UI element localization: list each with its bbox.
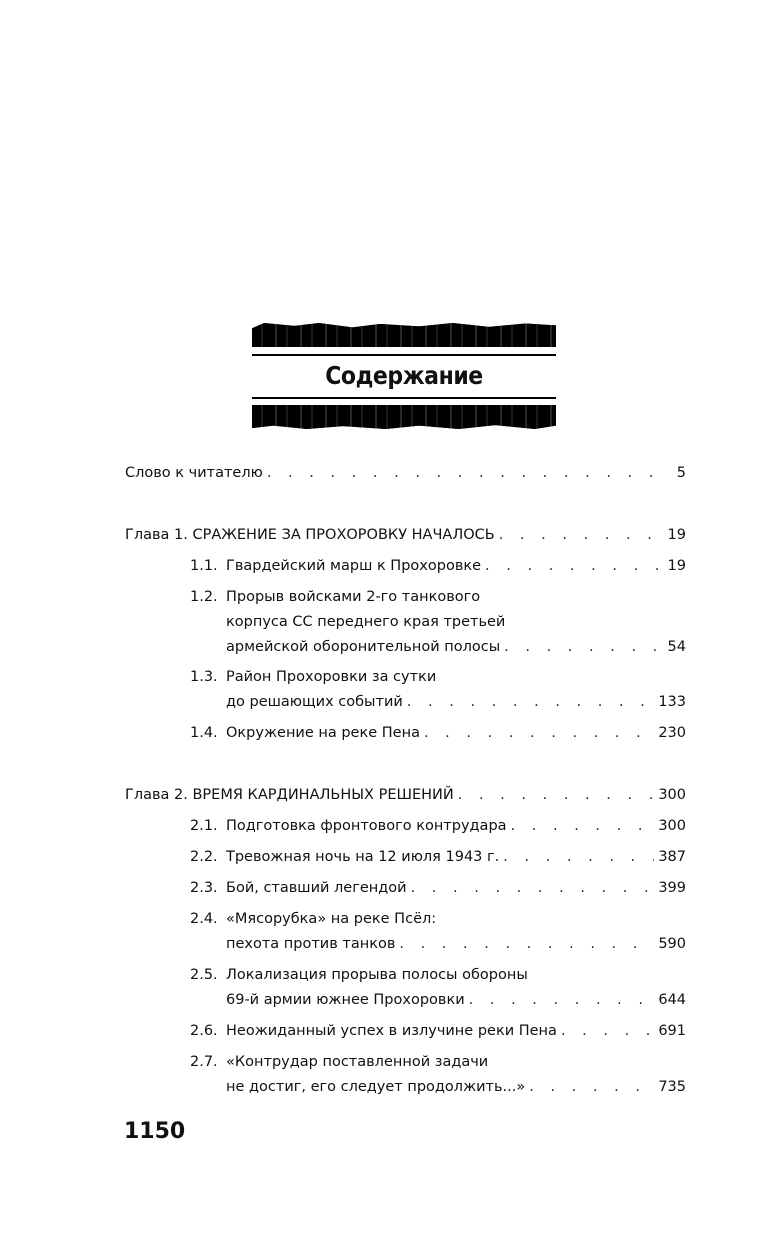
section-number: 2.5. (190, 967, 218, 983)
dot-leader (499, 523, 658, 548)
section-number: 1.3. (190, 669, 218, 685)
section-title-cont: корпуса СС переднего края третьей (226, 614, 506, 630)
dot-leader (411, 876, 655, 901)
dot-leader (469, 988, 655, 1013)
entry-page: 230 (658, 725, 686, 741)
toc-section (190, 721, 686, 746)
section-title-cont: 69-й армии южнее Прохоровки (226, 992, 465, 1008)
dot-leader (267, 461, 658, 486)
toc-header (252, 323, 556, 431)
entry-page: 300 (658, 787, 686, 803)
section-number: 1.2. (190, 589, 218, 605)
chapter-title: Глава 2. ВРЕМЯ КАРДИНАЛЬНЫХ РЕШЕНИЙ (125, 787, 454, 803)
dot-leader (511, 814, 655, 839)
section-title: «Мясорубка» на реке Псёл: (226, 911, 437, 927)
dot-leader (458, 783, 655, 808)
decorative-grunge-bar-bottom (252, 405, 556, 429)
entry-page: 133 (658, 694, 686, 710)
dot-leader (504, 635, 658, 660)
toc-section (190, 585, 686, 660)
entry-page: 387 (658, 849, 686, 865)
dot-leader (424, 721, 654, 746)
dot-leader (485, 554, 658, 579)
section-number: 2.2. (190, 849, 218, 865)
section-number: 2.1. (190, 818, 218, 834)
entry-page: 300 (658, 818, 686, 834)
section-title: «Контрудар поставленной задачи (226, 1054, 489, 1070)
entry-page: 399 (658, 880, 686, 896)
entry-page: 54 (667, 639, 686, 655)
dot-leader (561, 1019, 654, 1044)
section-number: 2.4. (190, 911, 218, 927)
toc-title: Содержание (325, 361, 483, 390)
section-title-cont: до решающих событий (226, 694, 403, 710)
toc-chapter (125, 783, 686, 808)
section-title-cont: пехота против танков (226, 936, 396, 952)
section-number: 1.1. (190, 558, 218, 574)
section-title: Локализация прорыва полосы обороны (226, 967, 528, 983)
toc-section (190, 1019, 686, 1044)
section-title: Окружение на реке Пена (226, 725, 420, 741)
section-title: Тревожная ночь на 12 июля 1943 г. (226, 849, 500, 865)
page-number: 1150 (124, 1119, 186, 1144)
toc-entry (125, 461, 686, 486)
toc-section (190, 845, 686, 870)
toc-section (190, 1050, 686, 1100)
entry-page: 19 (667, 527, 686, 543)
section-title: Подготовка фронтового контрудара (226, 818, 507, 834)
dot-leader (399, 932, 654, 957)
header-rule-bottom (252, 397, 556, 399)
toc-section (190, 554, 686, 579)
section-number: 1.4. (190, 725, 218, 741)
section-title: Район Прохоровки за сутки (226, 669, 437, 685)
section-title-cont: не достиг, его следует продолжить...» (226, 1079, 526, 1095)
toc-chapter (125, 523, 686, 548)
section-number: 2.3. (190, 880, 218, 896)
toc-section (190, 665, 686, 715)
entry-page: 19 (667, 558, 686, 574)
section-title: Неожиданный успех в излучине реки Пена (226, 1023, 557, 1039)
entry-title: Слово к читателю (125, 465, 263, 481)
toc-section (190, 876, 686, 901)
toc-section (190, 963, 686, 1013)
section-title-cont: армейской оборонительной полосы (226, 639, 501, 655)
entry-page: 735 (658, 1079, 686, 1095)
dot-leader (503, 845, 654, 870)
section-title: Бой, ставший легендой (226, 880, 407, 896)
section-number: 2.6. (190, 1023, 218, 1039)
toc-section (190, 907, 686, 957)
chapter-title: Глава 1. СРАЖЕНИЕ ЗА ПРОХОРОВКУ НАЧАЛОСЬ (125, 527, 495, 543)
entry-page: 590 (658, 936, 686, 952)
entry-page: 691 (658, 1023, 686, 1039)
section-title: Прорыв войсками 2-го танкового (226, 589, 481, 605)
dot-leader (529, 1075, 654, 1100)
entry-page: 644 (658, 992, 686, 1008)
entry-page: 5 (676, 465, 686, 481)
section-number: 2.7. (190, 1054, 218, 1070)
decorative-grunge-bar-top (252, 323, 556, 347)
section-title: Гвардейский марш к Прохоровке (226, 558, 482, 574)
toc-section (190, 814, 686, 839)
dot-leader (407, 690, 655, 715)
